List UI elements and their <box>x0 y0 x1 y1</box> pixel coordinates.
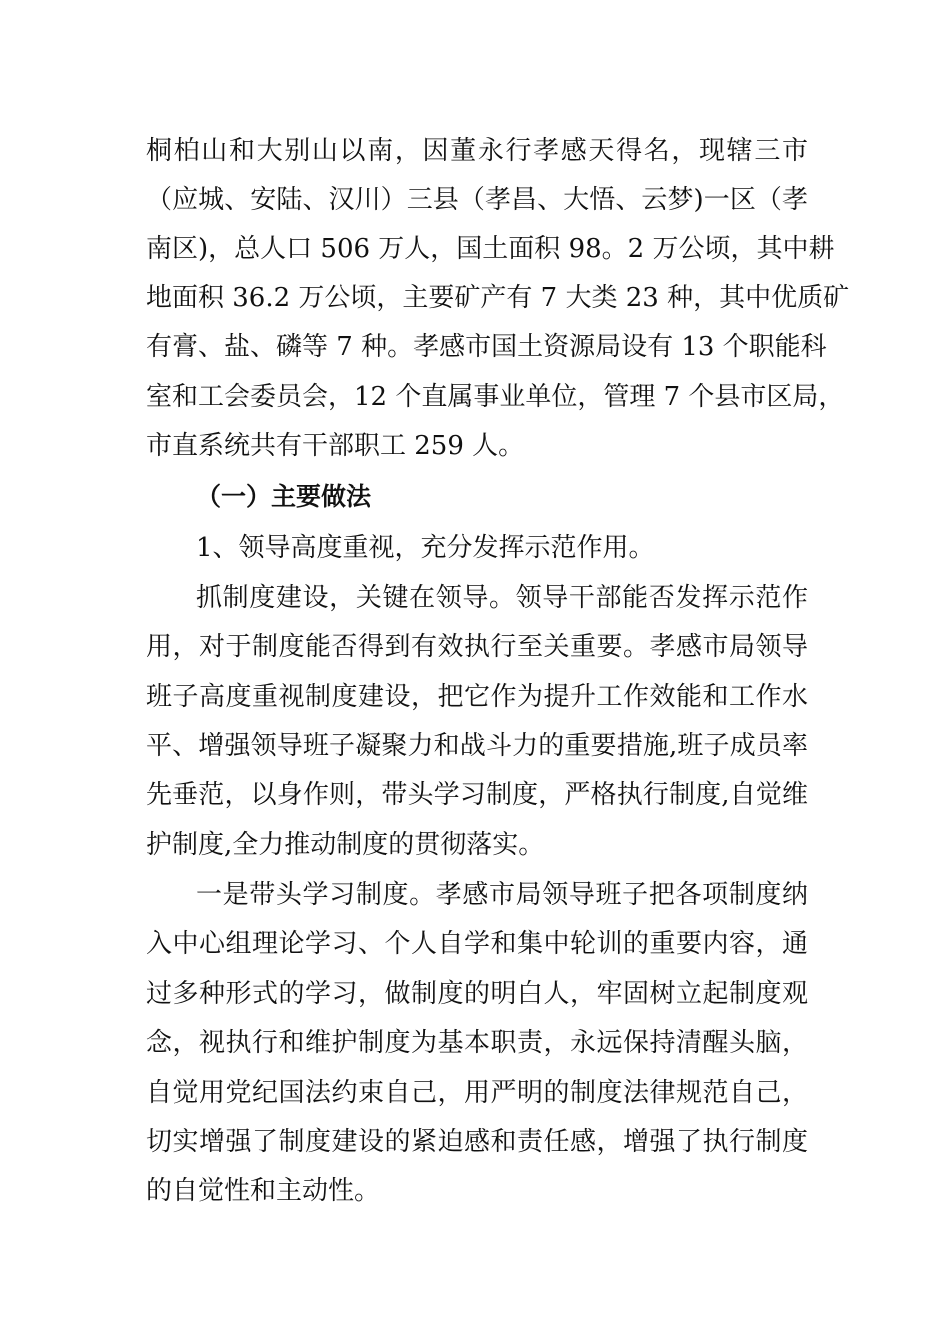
intro-line-1: 桐柏山和大别山以南，因董永行孝感天得名，现辖三市 <box>146 136 808 166</box>
study-line-7: 的自觉性和主动性。 <box>146 1176 381 1206</box>
leadership-line-6: 护制度,全力推动制度的贯彻落实。 <box>146 830 545 860</box>
intro-line-5: 有膏、盐、磷等 7 种。孝感市国土资源局设有 13 个职能科 <box>146 332 827 362</box>
intro-line-7: 市直系统共有干部职工 259 人。 <box>146 431 525 461</box>
intro-line-4: 地面积 36.2 万公顷，主要矿产有 7 大类 23 种，其中优质矿 <box>146 283 850 313</box>
intro-line-6: 室和工会委员会，12 个直属事业单位，管理 7 个县市区局， <box>146 382 845 412</box>
leadership-line-3: 班子高度重视制度建设，把它作为提升工作效能和工作水 <box>146 682 808 712</box>
leadership-line-4: 平、增强领导班子凝聚力和战斗力的重要措施,班子成员率 <box>146 731 808 761</box>
study-line-1: 一是带头学习制度。孝感市局领导班子把各项制度纳 <box>196 880 808 910</box>
leadership-line-2: 用，对于制度能否得到有效执行至关重要。孝感市局领导 <box>146 632 808 662</box>
study-line-4: 念，视执行和维护制度为基本职责，永远保持清醒头脑， <box>146 1028 808 1058</box>
study-line-6: 切实增强了制度建设的紧迫感和责任感，增强了执行制度 <box>146 1127 808 1157</box>
section-heading: （一）主要做法 <box>196 482 372 511</box>
study-line-3: 过多种形式的学习，做制度的明白人，牢固树立起制度观 <box>146 979 808 1009</box>
study-line-5: 自觉用党纪国法约束自己，用严明的制度法律规范自己， <box>146 1078 808 1108</box>
study-line-2: 入中心组理论学习、个人自学和集中轮训的重要内容，通 <box>146 929 808 959</box>
intro-line-2: （应城、安陆、汉川）三县（孝昌、大悟、云梦)一区（孝 <box>146 185 808 215</box>
leadership-line-5: 先垂范，以身作则，带头学习制度，严格执行制度,自觉维 <box>146 780 808 810</box>
intro-line-3: 南区)，总人口 506 万人，国土面积 98。2 万公顷，其中耕 <box>146 234 835 264</box>
subheading-leadership: 1、领导高度重视，充分发挥示范作用。 <box>196 533 655 563</box>
leadership-line-1: 抓制度建设，关键在领导。领导干部能否发挥示范作 <box>196 583 808 613</box>
